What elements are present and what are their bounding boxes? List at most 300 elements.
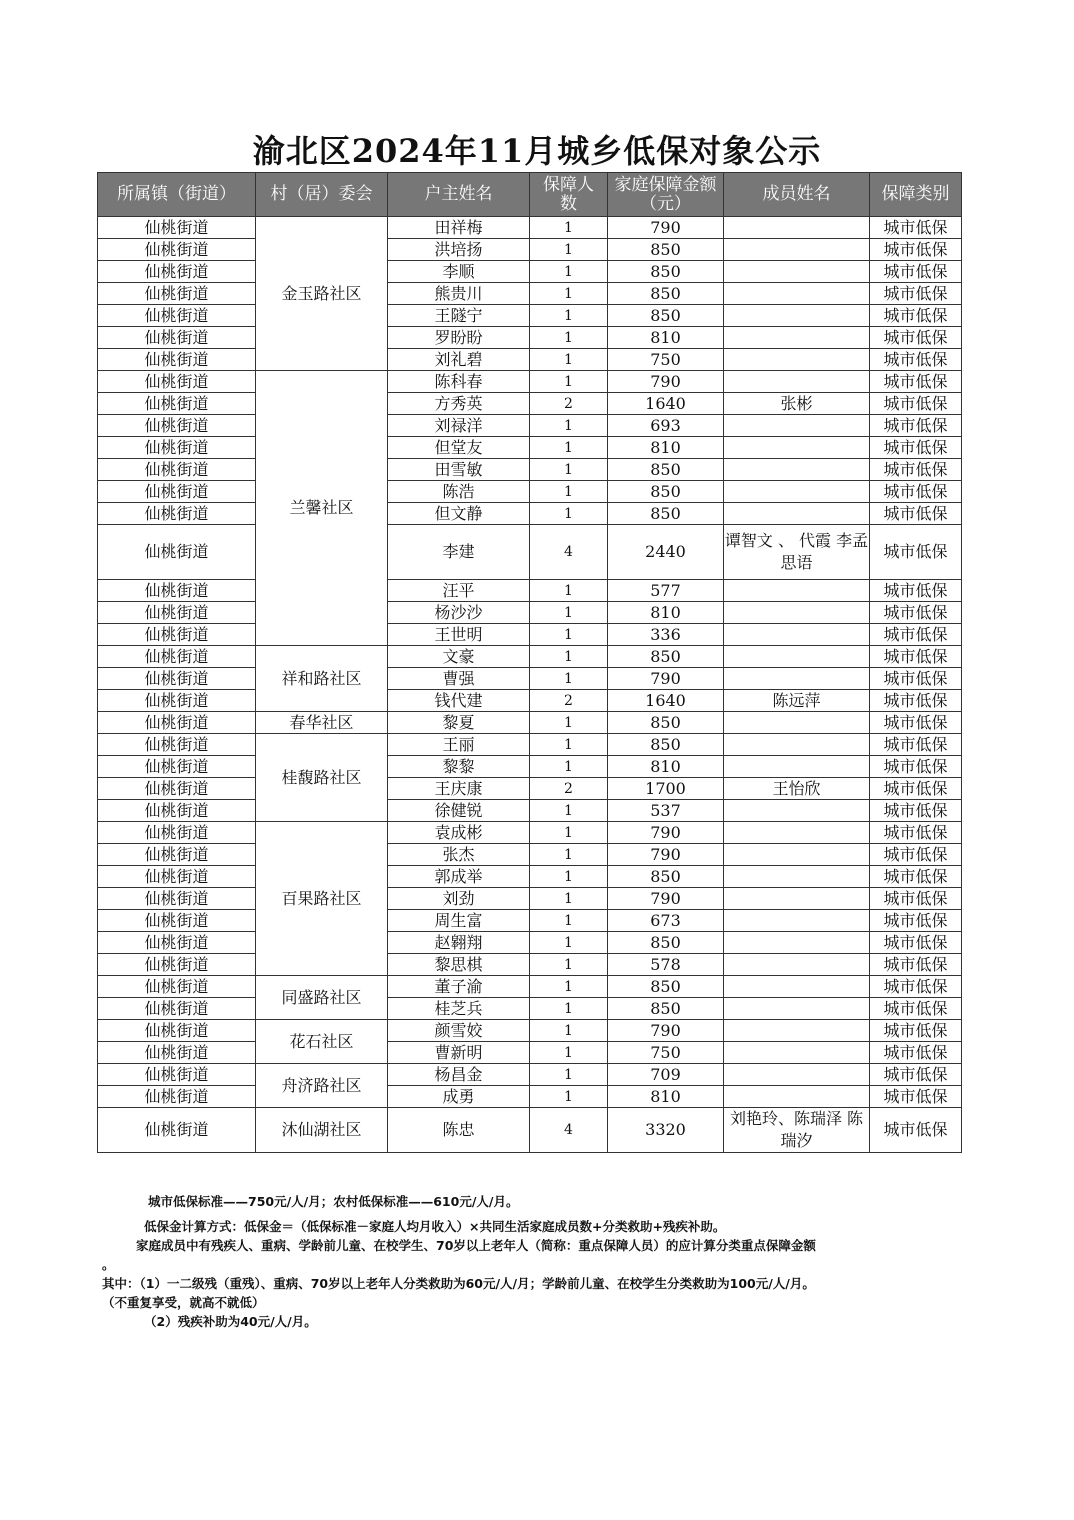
street-cell: 仙桃街道: [98, 283, 256, 305]
head-name-cell: 杨昌金: [388, 1064, 530, 1086]
street-cell: 仙桃街道: [98, 778, 256, 800]
table-row: [98, 910, 962, 932]
amount-cell: 790: [608, 888, 724, 910]
head-name-cell: 周生富: [388, 910, 530, 932]
members-cell: [724, 1064, 870, 1086]
type-cell: 城市低保: [870, 415, 962, 437]
members-cell: [724, 954, 870, 976]
table-row: [98, 437, 962, 459]
head-name-cell: 曹强: [388, 668, 530, 690]
head-name-cell: 黎思棋: [388, 954, 530, 976]
head-name-cell: 黎黎: [388, 756, 530, 778]
type-cell: 城市低保: [870, 503, 962, 525]
members-cell: [724, 481, 870, 503]
street-cell: 仙桃街道: [98, 217, 256, 239]
head-name-cell: 桂芝兵: [388, 998, 530, 1020]
amount-cell: 850: [608, 998, 724, 1020]
members-cell: [724, 261, 870, 283]
type-cell: 城市低保: [870, 646, 962, 668]
street-cell: 仙桃街道: [98, 1042, 256, 1064]
type-cell: 城市低保: [870, 712, 962, 734]
count-cell: 1: [530, 910, 608, 932]
recipient-table: [97, 172, 962, 1153]
street-cell: 仙桃街道: [98, 371, 256, 393]
table-header-row: [98, 173, 962, 217]
count-cell: 1: [530, 1042, 608, 1064]
type-cell: 城市低保: [870, 283, 962, 305]
members-cell: [724, 459, 870, 481]
table-row: [98, 503, 962, 525]
table-row: [98, 393, 962, 415]
type-cell: 城市低保: [870, 844, 962, 866]
head-name-cell: 董子渝: [388, 976, 530, 998]
count-cell: 1: [530, 844, 608, 866]
count-cell: 1: [530, 800, 608, 822]
type-cell: 城市低保: [870, 932, 962, 954]
street-cell: 仙桃街道: [98, 327, 256, 349]
table-body: [98, 217, 962, 1153]
amount-cell: 810: [608, 1086, 724, 1108]
members-cell: [724, 866, 870, 888]
amount-cell: 850: [608, 261, 724, 283]
street-cell: 仙桃街道: [98, 888, 256, 910]
street-cell: 仙桃街道: [98, 602, 256, 624]
street-cell: 仙桃街道: [98, 1086, 256, 1108]
street-cell: 仙桃街道: [98, 239, 256, 261]
amount-cell: 750: [608, 349, 724, 371]
street-cell: 仙桃街道: [98, 932, 256, 954]
head-name-cell: 文豪: [388, 646, 530, 668]
head-name-cell: 刘劲: [388, 888, 530, 910]
head-name-cell: 赵翱翔: [388, 932, 530, 954]
table-row: [98, 1042, 962, 1064]
table-row: [98, 712, 962, 734]
table-row: [98, 624, 962, 646]
street-cell: 仙桃街道: [98, 756, 256, 778]
note-line: 低保金计算方式：低保金＝（低保标准－家庭人均月收入）×共同生活家庭成员数+分类救助+残疾补助。: [144, 1219, 726, 1234]
street-cell: 仙桃街道: [98, 525, 256, 580]
table-row: [98, 580, 962, 602]
type-cell: 城市低保: [870, 1086, 962, 1108]
amount-cell: 709: [608, 1064, 724, 1086]
type-cell: 城市低保: [870, 998, 962, 1020]
count-cell: 1: [530, 283, 608, 305]
table-row: [98, 415, 962, 437]
type-cell: 城市低保: [870, 481, 962, 503]
amount-cell: 810: [608, 756, 724, 778]
head-name-cell: 田祥梅: [388, 217, 530, 239]
head-name-cell: 徐健锐: [388, 800, 530, 822]
type-cell: 城市低保: [870, 327, 962, 349]
amount-cell: 850: [608, 866, 724, 888]
street-cell: 仙桃街道: [98, 866, 256, 888]
street-cell: 仙桃街道: [98, 624, 256, 646]
members-cell: [724, 712, 870, 734]
head-name-cell: 袁成彬: [388, 822, 530, 844]
amount-cell: 850: [608, 712, 724, 734]
amount-cell: 1640: [608, 393, 724, 415]
head-name-cell: 陈科春: [388, 371, 530, 393]
head-name-cell: 成勇: [388, 1086, 530, 1108]
header-head: 户主姓名: [388, 173, 530, 217]
amount-cell: 537: [608, 800, 724, 822]
street-cell: 仙桃街道: [98, 734, 256, 756]
head-name-cell: 李建: [388, 525, 530, 580]
count-cell: 1: [530, 756, 608, 778]
members-cell: [724, 646, 870, 668]
count-cell: 1: [530, 976, 608, 998]
head-name-cell: 郭成举: [388, 866, 530, 888]
table-row: [98, 602, 962, 624]
count-cell: 1: [530, 1086, 608, 1108]
head-name-cell: 王丽: [388, 734, 530, 756]
type-cell: 城市低保: [870, 1020, 962, 1042]
community-cell: 同盛路社区: [256, 976, 388, 1020]
table-row: [98, 690, 962, 712]
page-title: 渝北区2024年11月城乡低保对象公示: [252, 132, 822, 170]
amount-cell: 850: [608, 932, 724, 954]
type-cell: 城市低保: [870, 1108, 962, 1153]
table-row: [98, 800, 962, 822]
head-name-cell: 王庆康: [388, 778, 530, 800]
count-cell: 1: [530, 415, 608, 437]
type-cell: 城市低保: [870, 954, 962, 976]
members-cell: [724, 910, 870, 932]
table-row: [98, 932, 962, 954]
community-cell: 春华社区: [256, 712, 388, 734]
head-name-cell: 曹新明: [388, 1042, 530, 1064]
type-cell: 城市低保: [870, 393, 962, 415]
count-cell: 4: [530, 1108, 608, 1153]
amount-cell: 336: [608, 624, 724, 646]
note-line: 家庭成员中有残疾人、重病、学龄前儿童、在校学生、70岁以上老年人（简称：重点保障人员）的应计算分类重点保障金额: [136, 1238, 816, 1253]
note-line: （2）残疾补助为40元/人/月。: [144, 1314, 317, 1329]
members-cell: [724, 998, 870, 1020]
community-cell: 花石社区: [256, 1020, 388, 1064]
amount-cell: 790: [608, 217, 724, 239]
type-cell: 城市低保: [870, 668, 962, 690]
street-cell: 仙桃街道: [98, 415, 256, 437]
amount-cell: 1700: [608, 778, 724, 800]
count-cell: 1: [530, 327, 608, 349]
type-cell: 城市低保: [870, 822, 962, 844]
type-cell: 城市低保: [870, 525, 962, 580]
count-cell: 1: [530, 459, 608, 481]
count-cell: 1: [530, 371, 608, 393]
community-cell: 沐仙湖社区: [256, 1108, 388, 1153]
street-cell: 仙桃街道: [98, 459, 256, 481]
head-name-cell: 张杰: [388, 844, 530, 866]
head-name-cell: 汪平: [388, 580, 530, 602]
table-row: [98, 998, 962, 1020]
type-cell: 城市低保: [870, 756, 962, 778]
table-row: [98, 481, 962, 503]
street-cell: 仙桃街道: [98, 668, 256, 690]
members-cell: [724, 756, 870, 778]
head-name-cell: 田雪敏: [388, 459, 530, 481]
amount-cell: 790: [608, 822, 724, 844]
count-cell: 1: [530, 349, 608, 371]
members-cell: [724, 580, 870, 602]
street-cell: 仙桃街道: [98, 261, 256, 283]
type-cell: 城市低保: [870, 1064, 962, 1086]
note-line: 其中：（1）一二级残（重残）、重病、70岁以上老年人分类救助为60元/人/月；学龄前儿童、在校学生分类救助为100元/人/月。: [102, 1276, 815, 1291]
amount-cell: 2440: [608, 525, 724, 580]
type-cell: 城市低保: [870, 866, 962, 888]
amount-cell: 578: [608, 954, 724, 976]
type-cell: 城市低保: [870, 371, 962, 393]
table-row: [98, 778, 962, 800]
header-amount: 家庭保障金额（元）: [608, 173, 724, 217]
members-cell: [724, 217, 870, 239]
members-cell: [724, 602, 870, 624]
type-cell: 城市低保: [870, 888, 962, 910]
amount-cell: 810: [608, 602, 724, 624]
type-cell: 城市低保: [870, 1042, 962, 1064]
type-cell: 城市低保: [870, 910, 962, 932]
count-cell: 2: [530, 778, 608, 800]
count-cell: 1: [530, 217, 608, 239]
amount-cell: 673: [608, 910, 724, 932]
table-row: [98, 525, 962, 580]
table-row: [98, 888, 962, 910]
note-line: 城市低保标准——750元/人/月；农村低保标准——610元/人/月。: [148, 1194, 519, 1209]
members-cell: [724, 888, 870, 910]
count-cell: 1: [530, 822, 608, 844]
header-community: 村（居）委会: [256, 173, 388, 217]
amount-cell: 577: [608, 580, 724, 602]
table-row: [98, 283, 962, 305]
table-row: [98, 239, 962, 261]
street-cell: 仙桃街道: [98, 646, 256, 668]
amount-cell: 790: [608, 371, 724, 393]
table-row: [98, 844, 962, 866]
amount-cell: 850: [608, 283, 724, 305]
members-cell: [724, 734, 870, 756]
members-cell: [724, 371, 870, 393]
street-cell: 仙桃街道: [98, 1020, 256, 1042]
amount-cell: 850: [608, 646, 724, 668]
community-cell: 祥和路社区: [256, 646, 388, 712]
street-cell: 仙桃街道: [98, 580, 256, 602]
members-cell: [724, 283, 870, 305]
head-name-cell: 熊贵川: [388, 283, 530, 305]
head-name-cell: 王世明: [388, 624, 530, 646]
type-cell: 城市低保: [870, 624, 962, 646]
type-cell: 城市低保: [870, 261, 962, 283]
count-cell: 1: [530, 668, 608, 690]
street-cell: 仙桃街道: [98, 800, 256, 822]
members-cell: 刘艳玲、陈瑞泽 陈瑞汐: [724, 1108, 870, 1153]
community-cell: 金玉路社区: [256, 217, 388, 371]
members-cell: [724, 327, 870, 349]
head-name-cell: 黎夏: [388, 712, 530, 734]
head-name-cell: 王隧宁: [388, 305, 530, 327]
table-row: [98, 1108, 962, 1153]
count-cell: 1: [530, 602, 608, 624]
header-type: 保障类别: [870, 173, 962, 217]
amount-cell: 1640: [608, 690, 724, 712]
count-cell: 2: [530, 393, 608, 415]
amount-cell: 3320: [608, 1108, 724, 1153]
table-row: [98, 646, 962, 668]
count-cell: 1: [530, 646, 608, 668]
amount-cell: 790: [608, 1020, 724, 1042]
street-cell: 仙桃街道: [98, 349, 256, 371]
note-line: 。: [102, 1257, 115, 1272]
street-cell: 仙桃街道: [98, 393, 256, 415]
street-cell: 仙桃街道: [98, 822, 256, 844]
count-cell: 1: [530, 481, 608, 503]
notes: [102, 1192, 962, 1331]
type-cell: 城市低保: [870, 580, 962, 602]
table-row: [98, 976, 962, 998]
head-name-cell: 但堂友: [388, 437, 530, 459]
table-row: [98, 459, 962, 481]
table-row: [98, 954, 962, 976]
type-cell: 城市低保: [870, 976, 962, 998]
head-name-cell: 罗盼盼: [388, 327, 530, 349]
amount-cell: 850: [608, 305, 724, 327]
head-name-cell: 刘礼碧: [388, 349, 530, 371]
members-cell: [724, 415, 870, 437]
type-cell: 城市低保: [870, 305, 962, 327]
count-cell: 1: [530, 866, 608, 888]
count-cell: 1: [530, 712, 608, 734]
count-cell: 4: [530, 525, 608, 580]
street-cell: 仙桃街道: [98, 844, 256, 866]
note-line: （不重复享受，就高不就低）: [102, 1295, 265, 1310]
head-name-cell: 李顺: [388, 261, 530, 283]
table-row: [98, 261, 962, 283]
type-cell: 城市低保: [870, 734, 962, 756]
street-cell: 仙桃街道: [98, 690, 256, 712]
members-cell: 陈远萍: [724, 690, 870, 712]
amount-cell: 850: [608, 503, 724, 525]
members-cell: [724, 844, 870, 866]
count-cell: 1: [530, 1020, 608, 1042]
members-cell: 谭智文 、 代霞 李孟思语: [724, 525, 870, 580]
members-cell: [724, 239, 870, 261]
head-name-cell: 陈忠: [388, 1108, 530, 1153]
street-cell: 仙桃街道: [98, 976, 256, 998]
count-cell: 1: [530, 437, 608, 459]
head-name-cell: 杨沙沙: [388, 602, 530, 624]
street-cell: 仙桃街道: [98, 305, 256, 327]
count-cell: 1: [530, 580, 608, 602]
street-cell: 仙桃街道: [98, 481, 256, 503]
count-cell: 1: [530, 932, 608, 954]
type-cell: 城市低保: [870, 239, 962, 261]
members-cell: [724, 349, 870, 371]
members-cell: [724, 1086, 870, 1108]
community-cell: 桂馥路社区: [256, 734, 388, 822]
street-cell: 仙桃街道: [98, 998, 256, 1020]
members-cell: [724, 668, 870, 690]
members-cell: [724, 503, 870, 525]
table-row: [98, 1064, 962, 1086]
street-cell: 仙桃街道: [98, 954, 256, 976]
street-cell: 仙桃街道: [98, 1108, 256, 1153]
members-cell: [724, 976, 870, 998]
head-name-cell: 刘禄洋: [388, 415, 530, 437]
amount-cell: 850: [608, 239, 724, 261]
count-cell: 1: [530, 239, 608, 261]
table-row: [98, 349, 962, 371]
community-cell: 兰馨社区: [256, 371, 388, 646]
table-row: [98, 734, 962, 756]
count-cell: 1: [530, 261, 608, 283]
head-name-cell: 洪培扬: [388, 239, 530, 261]
table-row: [98, 305, 962, 327]
type-cell: 城市低保: [870, 437, 962, 459]
amount-cell: 850: [608, 459, 724, 481]
amount-cell: 693: [608, 415, 724, 437]
amount-cell: 790: [608, 668, 724, 690]
type-cell: 城市低保: [870, 690, 962, 712]
amount-cell: 810: [608, 327, 724, 349]
street-cell: 仙桃街道: [98, 910, 256, 932]
members-cell: [724, 305, 870, 327]
header-street: 所属镇（街道）: [98, 173, 256, 217]
amount-cell: 850: [608, 734, 724, 756]
count-cell: 1: [530, 888, 608, 910]
table-row: [98, 866, 962, 888]
members-cell: 张彬: [724, 393, 870, 415]
header-count: 保障人数: [530, 173, 608, 217]
head-name-cell: 钱代建: [388, 690, 530, 712]
community-cell: 舟济路社区: [256, 1064, 388, 1108]
type-cell: 城市低保: [870, 800, 962, 822]
street-cell: 仙桃街道: [98, 503, 256, 525]
count-cell: 1: [530, 305, 608, 327]
table-row: [98, 1020, 962, 1042]
amount-cell: 850: [608, 481, 724, 503]
count-cell: 1: [530, 1064, 608, 1086]
type-cell: 城市低保: [870, 459, 962, 481]
head-name-cell: 但文静: [388, 503, 530, 525]
count-cell: 1: [530, 734, 608, 756]
amount-cell: 790: [608, 844, 724, 866]
table-row: [98, 822, 962, 844]
table-row: [98, 756, 962, 778]
count-cell: 2: [530, 690, 608, 712]
count-cell: 1: [530, 998, 608, 1020]
head-name-cell: 颜雪姣: [388, 1020, 530, 1042]
street-cell: 仙桃街道: [98, 437, 256, 459]
table-row: [98, 1086, 962, 1108]
table-row: [98, 327, 962, 349]
amount-cell: 750: [608, 1042, 724, 1064]
members-cell: [724, 932, 870, 954]
head-name-cell: 陈浩: [388, 481, 530, 503]
type-cell: 城市低保: [870, 602, 962, 624]
count-cell: 1: [530, 624, 608, 646]
table-row: [98, 371, 962, 393]
count-cell: 1: [530, 503, 608, 525]
street-cell: 仙桃街道: [98, 1064, 256, 1086]
members-cell: [724, 800, 870, 822]
table-row: [98, 668, 962, 690]
members-cell: [724, 624, 870, 646]
type-cell: 城市低保: [870, 217, 962, 239]
members-cell: [724, 1042, 870, 1064]
community-cell: 百果路社区: [256, 822, 388, 976]
members-cell: 王怡欣: [724, 778, 870, 800]
street-cell: 仙桃街道: [98, 712, 256, 734]
count-cell: 1: [530, 954, 608, 976]
members-cell: [724, 1020, 870, 1042]
